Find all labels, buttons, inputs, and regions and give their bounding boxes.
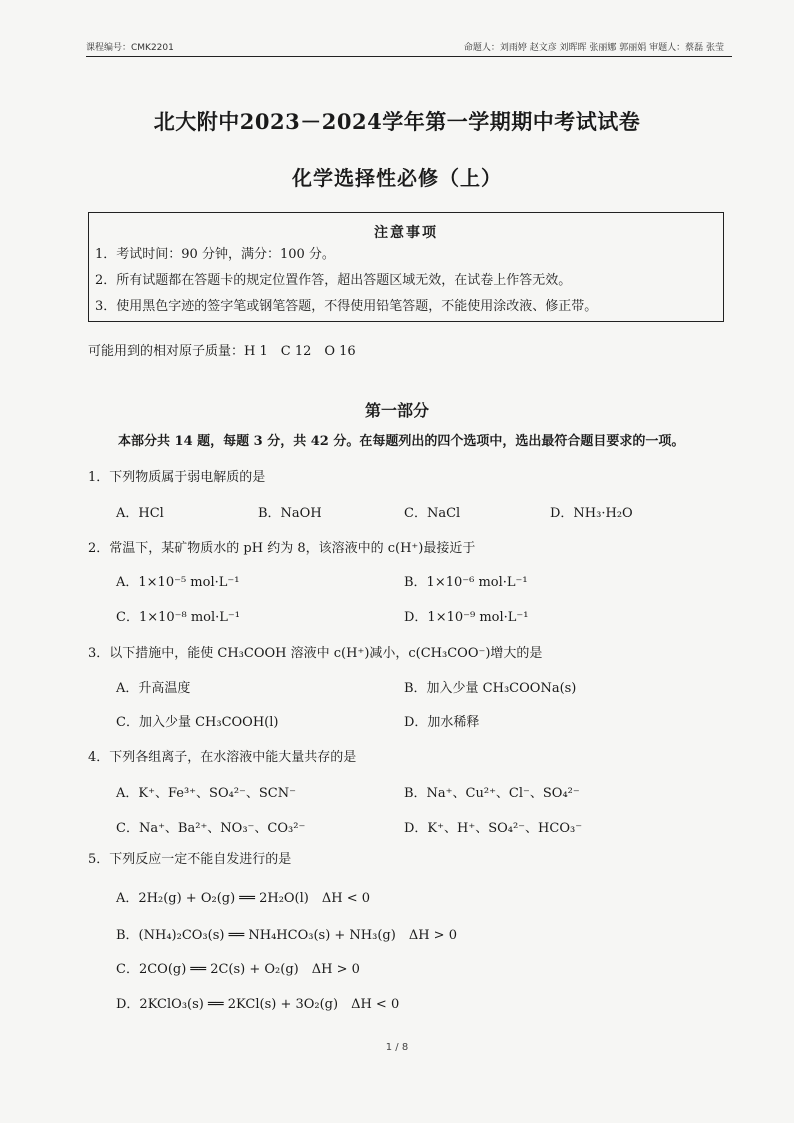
question-3-stem: 3．以下措施中，能使 CH₃COOH 溶液中 c(H⁺)减小，c(CH₃COO⁻)增大的是 <box>88 646 543 661</box>
q3-option-a: A．升高温度 <box>116 681 191 696</box>
notice-item: 2．所有试题都在答题卡的规定位置作答，超出答题区域无效，在试卷上作答无效。 <box>95 273 572 288</box>
q2-option-a: A．1×10⁻⁵ mol·L⁻¹ <box>116 575 240 590</box>
course-code: 课程编号：CMK2201 <box>86 43 174 53</box>
page-number: 1 / 8 <box>385 1042 409 1053</box>
authors: 命题人：刘雨婷 赵文彦 刘晖晖 张丽娜 郭丽娟 审题人：蔡磊 张莹 <box>463 43 724 53</box>
q4-option-b: B．Na⁺、Cu²⁺、Cl⁻、SO₄²⁻ <box>404 786 580 801</box>
q5-option-c: C．2CO(g) ══ 2C(s) + O₂(g) ΔH > 0 <box>116 962 360 977</box>
question-4-stem: 4．下列各组离子，在水溶液中能大量共存的是 <box>88 750 357 765</box>
part-title: 第一部分 <box>364 401 429 420</box>
q2-option-b: B．1×10⁻⁶ mol·L⁻¹ <box>404 575 528 590</box>
q1-option-c: C．NaCl <box>404 506 461 521</box>
page-header <box>86 40 724 53</box>
notice-box <box>88 212 724 322</box>
q5-option-d: D．2KClO₃(s) ══ 2KCl(s) + 3O₂(g) ΔH < 0 <box>116 997 400 1012</box>
q1-option-b: B．NaOH <box>258 506 322 521</box>
q3-option-c: C．加入少量 CH₃COOH(l) <box>116 715 279 730</box>
part-intro: 本部分共 14 题，每题 3 分，共 42 分。在每题列出的四个选项中，选出最符合题目要求的一项。 <box>118 434 685 449</box>
q2-option-c: C．1×10⁻⁸ mol·L⁻¹ <box>116 610 241 625</box>
q4-option-c: C．Na⁺、Ba²⁺、NO₃⁻、CO₃²⁻ <box>116 821 306 836</box>
q1-option-d: D．NH₃·H₂O <box>550 506 633 521</box>
question-1-stem: 1．下列物质属于弱电解质的是 <box>88 470 266 485</box>
q5-option-a: A．2H₂(g) + O₂(g) ══ 2H₂O(l) ΔH < 0 <box>116 891 371 906</box>
notice-title: 注意事项 <box>374 225 438 241</box>
question-5-stem: 5．下列反应一定不能自发进行的是 <box>88 852 292 867</box>
exam-subtitle: 化学选择性必修（上） <box>292 166 502 190</box>
header-rule <box>86 56 732 57</box>
notice-item: 3．使用黑色字迹的签字笔或钢笔答题，不得使用铅笔答题，不能使用涂改液、修正带。 <box>95 299 598 314</box>
q2-option-d: D．1×10⁻⁹ mol·L⁻¹ <box>404 610 529 625</box>
q1-option-a: A．HCl <box>116 506 164 521</box>
q3-option-b: B．加入少量 CH₃COONa(s) <box>404 681 577 696</box>
atomic-masses: 可能用到的相对原子质量：H 1 C 12 O 16 <box>88 344 356 359</box>
q4-option-a: A．K⁺、Fe³⁺、SO₄²⁻、SCN⁻ <box>116 786 296 801</box>
question-2-stem: 2．常温下，某矿物质水的 pH 约为 8，该溶液中的 c(H⁺)最接近于 <box>88 541 476 556</box>
notice-item: 1．考试时间：90 分钟，满分：100 分。 <box>95 247 335 262</box>
q4-option-d: D．K⁺、H⁺、SO₄²⁻、HCO₃⁻ <box>404 821 583 836</box>
exam-title: 北大附中2023－2024学年第一学期期中考试试卷 <box>153 109 641 134</box>
q5-option-b: B．(NH₄)₂CO₃(s) ══ NH₄HCO₃(s) + NH₃(g) ΔH > 0 <box>116 928 457 943</box>
q3-option-d: D．加水稀释 <box>404 715 480 730</box>
